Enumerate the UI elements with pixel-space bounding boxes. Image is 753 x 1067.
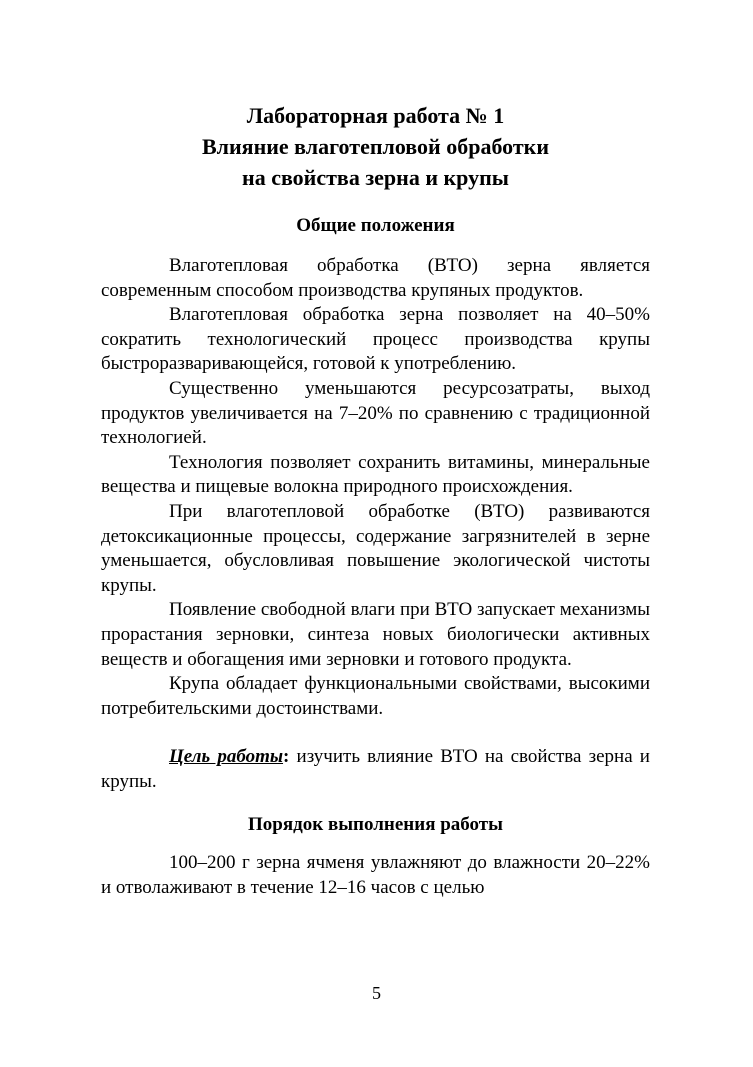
general-paragraph: При влаготепловой обработке (ВТО) развиваются детоксикационные процессы, содержание загрязнителей в зерне уменьшается, обусловливая повышение экологической чистоты крупы. (101, 500, 650, 596)
goal-text: изучить влияние ВТО на свойства зерна и крупы. (101, 746, 650, 792)
goal-label: Цель работы (169, 746, 284, 768)
title-line-3: на свойства зерна и крупы (242, 165, 509, 190)
page-number: 5 (372, 983, 381, 1003)
general-paragraph: Технология позволяет сохранить витамины, минеральные вещества и пищевые волокна природного происхождения. (101, 451, 650, 498)
goal-colon: : (283, 746, 290, 768)
page-title (101, 100, 650, 193)
general-heading: Общие положения (296, 215, 455, 236)
title-line-2: Влияние влаготепловой обработки (201, 134, 550, 159)
procedure-heading: Порядок выполнения работы (248, 814, 503, 836)
procedure-paragraph: 100–200 г зерна ячменя увлажняют до влажности 20–22% и отволаживают в течение 12–16 часов с целью (101, 852, 650, 899)
general-paragraph: Крупа обладает функциональными свойствами, высокими потребительскими достоинствами. (101, 673, 650, 719)
general-paragraph: Влаготепловая обработка (ВТО) зерна является современным способом производства крупяных продуктов. (101, 255, 650, 301)
general-paragraph: Появление свободной влаги при ВТО запускает механизмы прорастания зерновки, синтеза новых биологически активных веществ и обогащения ими зерновки и готового продукта. (101, 599, 650, 670)
general-paragraph: Влаготепловая обработка зерна позволяет на 40–50% сократить технологический процесс производства крупы быстроразваривающейся, готовой к употреблению. (101, 304, 650, 375)
document-page (101, 100, 650, 901)
title-line-1: Лабораторная работа № 1 (246, 103, 505, 128)
general-paragraph: Существенно уменьшаются ресурсозатраты, выход продуктов увеличивается на 7–20% по сравнению с традиционной технологией. (101, 377, 650, 449)
goal-paragraph (101, 745, 650, 794)
